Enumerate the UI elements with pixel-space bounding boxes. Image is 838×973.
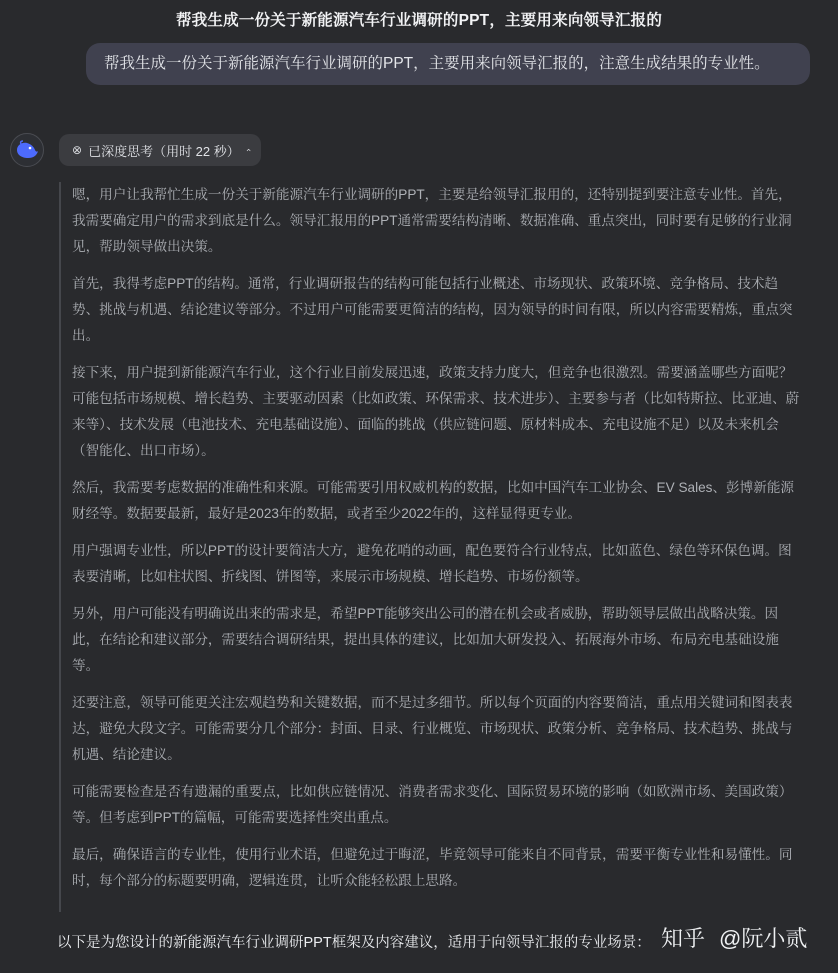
atom-icon: ⊗	[72, 143, 83, 157]
thought-paragraph: 还要注意，领导可能更关注宏观趋势和关键数据，而不是过多细节。所以每个页面的内容要简洁，重点用关键词和图表表达，避免大段文字。可能需要分几个部分：封面、目录、行业概览、市场现状、政策分析、竞争格局、技术趋势、挑战与机遇、结论建议。	[72, 695, 793, 762]
watermark-brand: 知乎	[661, 926, 706, 951]
deep-think-toggle[interactable]	[59, 134, 261, 166]
thought-process	[59, 182, 804, 912]
thought-paragraph: 另外，用户可能没有明确说出来的需求是，希望PPT能够突出公司的潜在机会或者威胁，帮助领导层做出战略决策。因此，在结论和建议部分，需要结合调研结果，提出具体的建议，比如加大研发投入、拓展海外市场、布局充电基础设施等。	[72, 606, 779, 673]
thought-paragraph: 可能需要检查是否有遗漏的重要点，比如供应链情况、消费者需求变化、国际贸易环境的影响（如欧洲市场、美国政策）等。但考虑到PPT的篇幅，可能需要选择性突出重点。	[72, 784, 793, 825]
user-message-bubble	[86, 43, 810, 85]
answer-intro: 以下是为您设计的新能源汽车行业调研PPT框架及内容建议，适用于向领导汇报的专业场景：	[57, 935, 651, 951]
zhihu-watermark	[661, 922, 807, 953]
deepseek-whale-icon	[15, 140, 39, 160]
watermark-author: @阮小贰	[719, 926, 808, 951]
assistant-avatar	[10, 133, 44, 167]
thought-paragraph: 首先，我得考虑PPT的结构。通常，行业调研报告的结构可能包括行业概述、市场现状、政策环境、竞争格局、技术趋势、挑战与机遇、结论建议等部分。不过用户可能需要更简洁的结构，因为领导的时间有限，所以内容需要精炼，重点突出。	[72, 276, 793, 343]
thought-paragraph: 用户强调专业性，所以PPT的设计要简洁大方，避免花哨的动画，配色要符合行业特点，比如蓝色、绿色等环保色调。图表要清晰，比如柱状图、折线图、饼图等，来展示市场规模、增长趋势、市场份额等。	[72, 543, 792, 584]
conversation-title: 帮我生成一份关于新能源汽车行业调研的PPT，主要用来向领导汇报的	[175, 12, 663, 29]
chevron-up-icon	[246, 143, 251, 157]
thought-paragraph: 最后，确保语言的专业性，使用行业术语，但避免过于晦涩，毕竟领导可能来自不同背景，需要平衡专业性和易懂性。同时，每个部分的标题要明确，逻辑连贯，让听众能轻松跟上思路。	[72, 847, 793, 888]
user-message-text: 帮我生成一份关于新能源汽车行业调研的PPT，主要用来向领导汇报的，注意生成结果的专业性。	[104, 55, 770, 72]
deep-think-label: 已深度思考（用时 22 秒）	[88, 143, 240, 159]
thought-paragraph: 嗯，用户让我帮忙生成一份关于新能源汽车行业调研的PPT，主要是给领导汇报用的，还特别提到要注意专业性。首先，我需要确定用户的需求到底是什么。领导汇报用的PPT通常需要结构清晰、数据准确、重点突出，同时要有足够的行业洞见，帮助领导做出决策。	[72, 187, 792, 254]
thought-paragraph: 然后，我需要考虑数据的准确性和来源。可能需要引用权威机构的数据，比如中国汽车工业协会、EV Sales、彭博新能源财经等。数据要最新，最好是2023年的数据，或者至少2022年的，这样显得更专业。	[72, 480, 795, 521]
thought-paragraph: 接下来，用户提到新能源汽车行业，这个行业目前发展迅速，政策支持力度大，但竞争也很激烈。需要涵盖哪些方面呢？可能包括市场规模、增长趋势、主要驱动因素（比如政策、环保需求、技术进步）、主要参与者（比如特斯拉、比亚迪、蔚来等）、技术发展（电池技术、充电基础设施）、面临的挑战（供应链问题、原材料成本、充电设施不足）以及未来机会（智能化、出口市场）。	[72, 365, 800, 458]
